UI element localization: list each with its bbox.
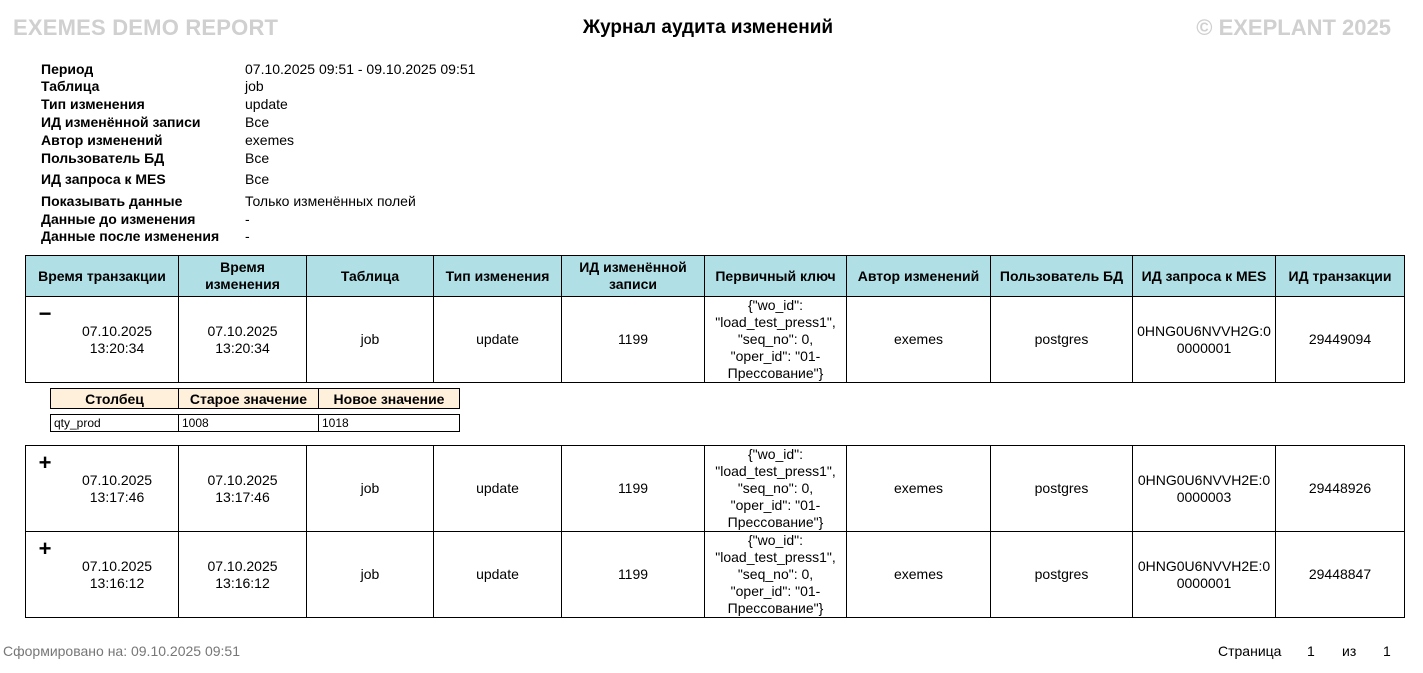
column-header[interactable]: ИД транзакции [1276, 256, 1405, 297]
param-value: job [245, 78, 264, 94]
db-user: postgres [991, 297, 1133, 383]
param-value: Все [245, 114, 270, 130]
details-header-row [51, 389, 460, 409]
table-row [26, 446, 1405, 532]
page-number: 1 [1307, 643, 1315, 659]
param-label: Таблица [41, 78, 100, 94]
change-time [179, 297, 307, 383]
column-header[interactable]: Время изменения [179, 256, 307, 297]
param-label: Период [41, 61, 94, 77]
change-time-text: 07.10.2025 13:17:46 [207, 471, 278, 505]
table-header-row [26, 256, 1405, 297]
param-value: - [245, 211, 250, 227]
expand-icon[interactable]: + [38, 536, 52, 561]
column-header[interactable]: Тип изменения [434, 256, 562, 297]
param-label: Показывать данные [41, 193, 183, 209]
collapse-icon[interactable]: − [38, 301, 52, 326]
param-label: ИД изменённой записи [41, 114, 201, 130]
column-header[interactable]: Пользователь БД [991, 256, 1133, 297]
details-column-header: Столбец [51, 389, 179, 409]
param-value: exemes [245, 132, 295, 148]
param-label: Пользователь БД [41, 150, 165, 166]
change-type: update [434, 297, 562, 383]
audit-table-continued [25, 445, 1405, 618]
column-header[interactable]: Автор изменений [847, 256, 991, 297]
param-value: update [245, 96, 288, 112]
report-watermark-left: EXEMES DEMO REPORT [13, 15, 279, 40]
param-label: ИД запроса к MES [41, 171, 166, 187]
tx-time: 07.10.2025 13:20:34 [81, 322, 153, 356]
primary-key: {"wo_id": "load_test_press1", "seq_no": 0, "oper_id": "01-Прессование"} [705, 446, 847, 532]
author: exemes [847, 446, 991, 532]
details-new-value: 1018 [319, 415, 460, 432]
change-time-text: 07.10.2025 13:16:12 [207, 557, 278, 591]
generated-timestamp: Сформировано на: 09.10.2025 09:51 [3, 643, 240, 659]
param-value: Только изменённых полей [245, 193, 416, 209]
column-header[interactable]: ИД изменённой записи [562, 256, 705, 297]
param-value: 07.10.2025 09:51 - 09.10.2025 09:51 [245, 61, 476, 77]
param-label: Тип изменения [41, 96, 145, 112]
page-title: Журнал аудита изменений [582, 17, 834, 38]
param-label: Автор изменений [41, 132, 163, 148]
page-total: 1 [1383, 643, 1391, 659]
param-value: Все [245, 171, 270, 187]
change-type: update [434, 532, 562, 618]
tx-id: 29448847 [1276, 532, 1405, 618]
param-label: Данные после изменения [41, 228, 220, 244]
tx-time: 07.10.2025 13:16:12 [81, 557, 153, 591]
audit-table [25, 255, 1405, 383]
table-name: job [307, 446, 434, 532]
author: exemes [847, 297, 991, 383]
tx-time-cell [26, 446, 179, 532]
db-user: postgres [991, 532, 1133, 618]
record-id: 1199 [562, 532, 705, 618]
page-of-label: из [1342, 643, 1357, 659]
tx-time-cell [26, 532, 179, 618]
table-row [26, 532, 1405, 618]
tx-id: 29449094 [1276, 297, 1405, 383]
param-label: Данные до изменения [41, 211, 196, 227]
primary-key: {"wo_id": "load_test_press1", "seq_no": 0, "oper_id": "01-Прессование"} [705, 532, 847, 618]
column-header[interactable]: Таблица [307, 256, 434, 297]
details-column-header: Новое значение [319, 389, 460, 409]
primary-key: {"wo_id": "load_test_press1", "seq_no": 0, "oper_id": "01-Прессование"} [705, 297, 847, 383]
db-user: postgres [991, 446, 1133, 532]
record-id: 1199 [562, 297, 705, 383]
change-time-text: 07.10.2025 13:20:34 [207, 322, 278, 356]
mes-request-id [1133, 297, 1276, 383]
tx-id: 29448926 [1276, 446, 1405, 532]
details-column: qty_prod [51, 415, 179, 432]
details-column-header: Старое значение [179, 389, 319, 409]
mes-request-id-text: 0HNG0U6NVVH2G:00000001 [1137, 322, 1271, 356]
details-old-value: 1008 [179, 415, 319, 432]
tx-time: 07.10.2025 13:17:46 [81, 471, 153, 505]
mes-request-id-text: 0HNG0U6NVVH2E:00000001 [1137, 557, 1271, 591]
param-value: - [245, 228, 250, 244]
mes-request-id [1133, 532, 1276, 618]
author: exemes [847, 532, 991, 618]
details-table [50, 388, 460, 432]
expand-icon[interactable]: + [38, 450, 52, 475]
table-name: job [307, 532, 434, 618]
column-header[interactable]: Время транзакции [26, 256, 179, 297]
change-time [179, 532, 307, 618]
column-header[interactable]: ИД запроса к MES [1133, 256, 1276, 297]
change-time [179, 446, 307, 532]
record-id: 1199 [562, 446, 705, 532]
mes-request-id [1133, 446, 1276, 532]
mes-request-id-text: 0HNG0U6NVVH2E:00000003 [1137, 471, 1271, 505]
report-watermark-right: © EXEPLANT 2025 [1196, 15, 1391, 40]
page-label: Страница [1218, 643, 1282, 659]
change-type: update [434, 446, 562, 532]
tx-time-cell [26, 297, 179, 383]
param-value: Все [245, 150, 270, 166]
table-name: job [307, 297, 434, 383]
table-row [26, 297, 1405, 383]
column-header[interactable]: Первичный ключ [705, 256, 847, 297]
details-row [51, 415, 460, 432]
